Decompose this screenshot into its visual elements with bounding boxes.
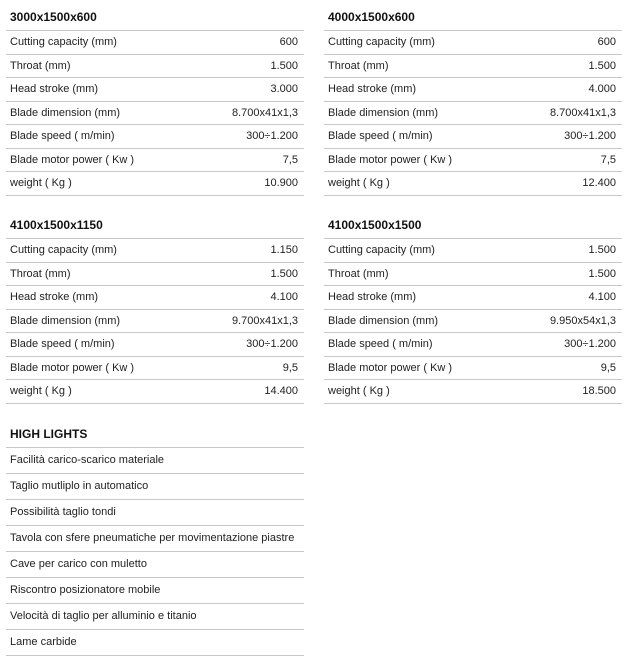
spec-row-throat xyxy=(324,263,622,287)
spec-row-blade-dimension xyxy=(6,310,304,334)
spec-row-weight xyxy=(324,380,622,404)
spec-value: 18.500 xyxy=(582,385,616,398)
spec-row-blade-dimension xyxy=(324,310,622,334)
spec-table-4100x1500x1500 xyxy=(324,216,622,404)
spec-label: Throat (mm) xyxy=(328,267,389,280)
spec-label: Blade dimension (mm) xyxy=(328,314,439,327)
spec-value: 9.700x41x1,3 xyxy=(231,314,298,327)
highlights-list xyxy=(6,425,304,656)
spec-value: 4.000 xyxy=(588,83,616,96)
spec-table-4000x1500x600 xyxy=(324,8,622,196)
spec-label: Cutting capacity (mm) xyxy=(10,36,117,49)
spec-value: 600 xyxy=(279,36,298,49)
spec-value: 1.150 xyxy=(270,244,298,257)
spec-value: 300÷1.200 xyxy=(246,130,298,143)
spec-label: Blade motor power ( Kw ) xyxy=(328,361,453,374)
spec-row-blade-motor-power xyxy=(324,357,622,381)
spec-row-blade-dimension xyxy=(324,102,622,126)
spec-row-blade-motor-power xyxy=(6,357,304,381)
spec-row-blade-motor-power xyxy=(6,149,304,173)
spec-value: 300÷1.200 xyxy=(564,130,616,143)
spec-label: Blade dimension (mm) xyxy=(10,314,121,327)
spec-row-cutting-capacity xyxy=(324,31,622,55)
spec-label: Head stroke (mm) xyxy=(10,291,99,304)
spec-label: Throat (mm) xyxy=(10,267,71,280)
spec-row-throat xyxy=(6,55,304,79)
highlight-item: Facilità carico-scarico materiale xyxy=(6,448,304,474)
highlight-item: Lame carbide xyxy=(6,630,304,656)
spec-label: Blade speed ( m/min) xyxy=(328,130,433,143)
spec-value: 300÷1.200 xyxy=(246,338,298,351)
spec-row-throat xyxy=(324,55,622,79)
spec-label: Blade speed ( m/min) xyxy=(10,338,115,351)
highlight-item: Possibilità taglio tondi xyxy=(6,500,304,526)
spec-label: Head stroke (mm) xyxy=(10,83,99,96)
spec-value: 8.700x41x1,3 xyxy=(231,106,298,119)
spec-row-cutting-capacity xyxy=(6,239,304,263)
spec-label: Cutting capacity (mm) xyxy=(328,36,435,49)
spec-row-weight xyxy=(6,172,304,196)
spec-value: 4.100 xyxy=(270,291,298,304)
spec-label: Cutting capacity (mm) xyxy=(328,244,435,257)
spec-row-head-stroke xyxy=(324,286,622,310)
spec-table-4100x1500x1150 xyxy=(6,216,304,404)
spec-row-head-stroke xyxy=(6,286,304,310)
spec-row-weight xyxy=(6,380,304,404)
spec-title: 3000x1500x600 xyxy=(6,8,304,31)
spec-row-blade-speed xyxy=(6,333,304,357)
spec-title: 4000x1500x600 xyxy=(324,8,622,31)
spec-value: 12.400 xyxy=(582,177,616,190)
spec-label: Blade speed ( m/min) xyxy=(328,338,433,351)
spec-row-blade-speed xyxy=(324,125,622,149)
spec-value: 7,5 xyxy=(600,153,616,166)
spec-row-head-stroke xyxy=(324,78,622,102)
spec-row-throat xyxy=(6,263,304,287)
spec-value: 4.100 xyxy=(588,291,616,304)
spec-label: Blade motor power ( Kw ) xyxy=(10,361,135,374)
spec-label: Head stroke (mm) xyxy=(328,291,417,304)
spec-row-weight xyxy=(324,172,622,196)
spec-label: Blade speed ( m/min) xyxy=(10,130,115,143)
spec-table-3000x1500x600 xyxy=(6,8,304,196)
spec-label: Throat (mm) xyxy=(10,59,71,72)
highlight-item: Tavola con sfere pneumatiche per movimentazione piastre xyxy=(6,526,304,552)
spec-row-cutting-capacity xyxy=(6,31,304,55)
spec-title: 4100x1500x1150 xyxy=(6,216,304,239)
spec-row-blade-speed xyxy=(6,125,304,149)
spec-value: 1.500 xyxy=(588,59,616,72)
spec-row-cutting-capacity xyxy=(324,239,622,263)
spec-label: Blade dimension (mm) xyxy=(328,106,439,119)
spec-value: 1.500 xyxy=(270,59,298,72)
spec-row-blade-dimension xyxy=(6,102,304,126)
spec-value: 7,5 xyxy=(282,153,298,166)
spec-row-blade-speed xyxy=(324,333,622,357)
spec-label: Cutting capacity (mm) xyxy=(10,244,117,257)
spec-row-head-stroke xyxy=(6,78,304,102)
spec-value: 3.000 xyxy=(270,83,298,96)
spec-label: Blade dimension (mm) xyxy=(10,106,121,119)
spec-value: 10.900 xyxy=(264,177,298,190)
spec-label: weight ( Kg ) xyxy=(10,385,72,398)
spec-value: 1.500 xyxy=(270,267,298,280)
spec-label: Blade motor power ( Kw ) xyxy=(328,153,453,166)
spec-row-blade-motor-power xyxy=(324,149,622,173)
spec-value: 8.700x41x1,3 xyxy=(549,106,616,119)
spec-title: 4100x1500x1500 xyxy=(324,216,622,239)
spec-value: 9,5 xyxy=(282,361,298,374)
spec-label: weight ( Kg ) xyxy=(328,177,390,190)
spec-value: 300÷1.200 xyxy=(564,338,616,351)
highlights-title: HIGH LIGHTS xyxy=(6,425,304,448)
spec-value: 1.500 xyxy=(588,244,616,257)
highlight-item: Taglio mutliplo in automatico xyxy=(6,474,304,500)
highlight-item: Cave per carico con muletto xyxy=(6,552,304,578)
spec-value: 9,5 xyxy=(600,361,616,374)
highlight-item: Riscontro posizionatore mobile xyxy=(6,578,304,604)
spec-label: weight ( Kg ) xyxy=(328,385,390,398)
spec-value: 14.400 xyxy=(264,385,298,398)
spec-label: weight ( Kg ) xyxy=(10,177,72,190)
spec-label: Throat (mm) xyxy=(328,59,389,72)
spec-label: Head stroke (mm) xyxy=(328,83,417,96)
highlight-item: Velocità di taglio per alluminio e titanio xyxy=(6,604,304,630)
spec-value: 1.500 xyxy=(588,267,616,280)
spec-label: Blade motor power ( Kw ) xyxy=(10,153,135,166)
spec-value: 9.950x54x1,3 xyxy=(549,314,616,327)
spec-value: 600 xyxy=(597,36,616,49)
